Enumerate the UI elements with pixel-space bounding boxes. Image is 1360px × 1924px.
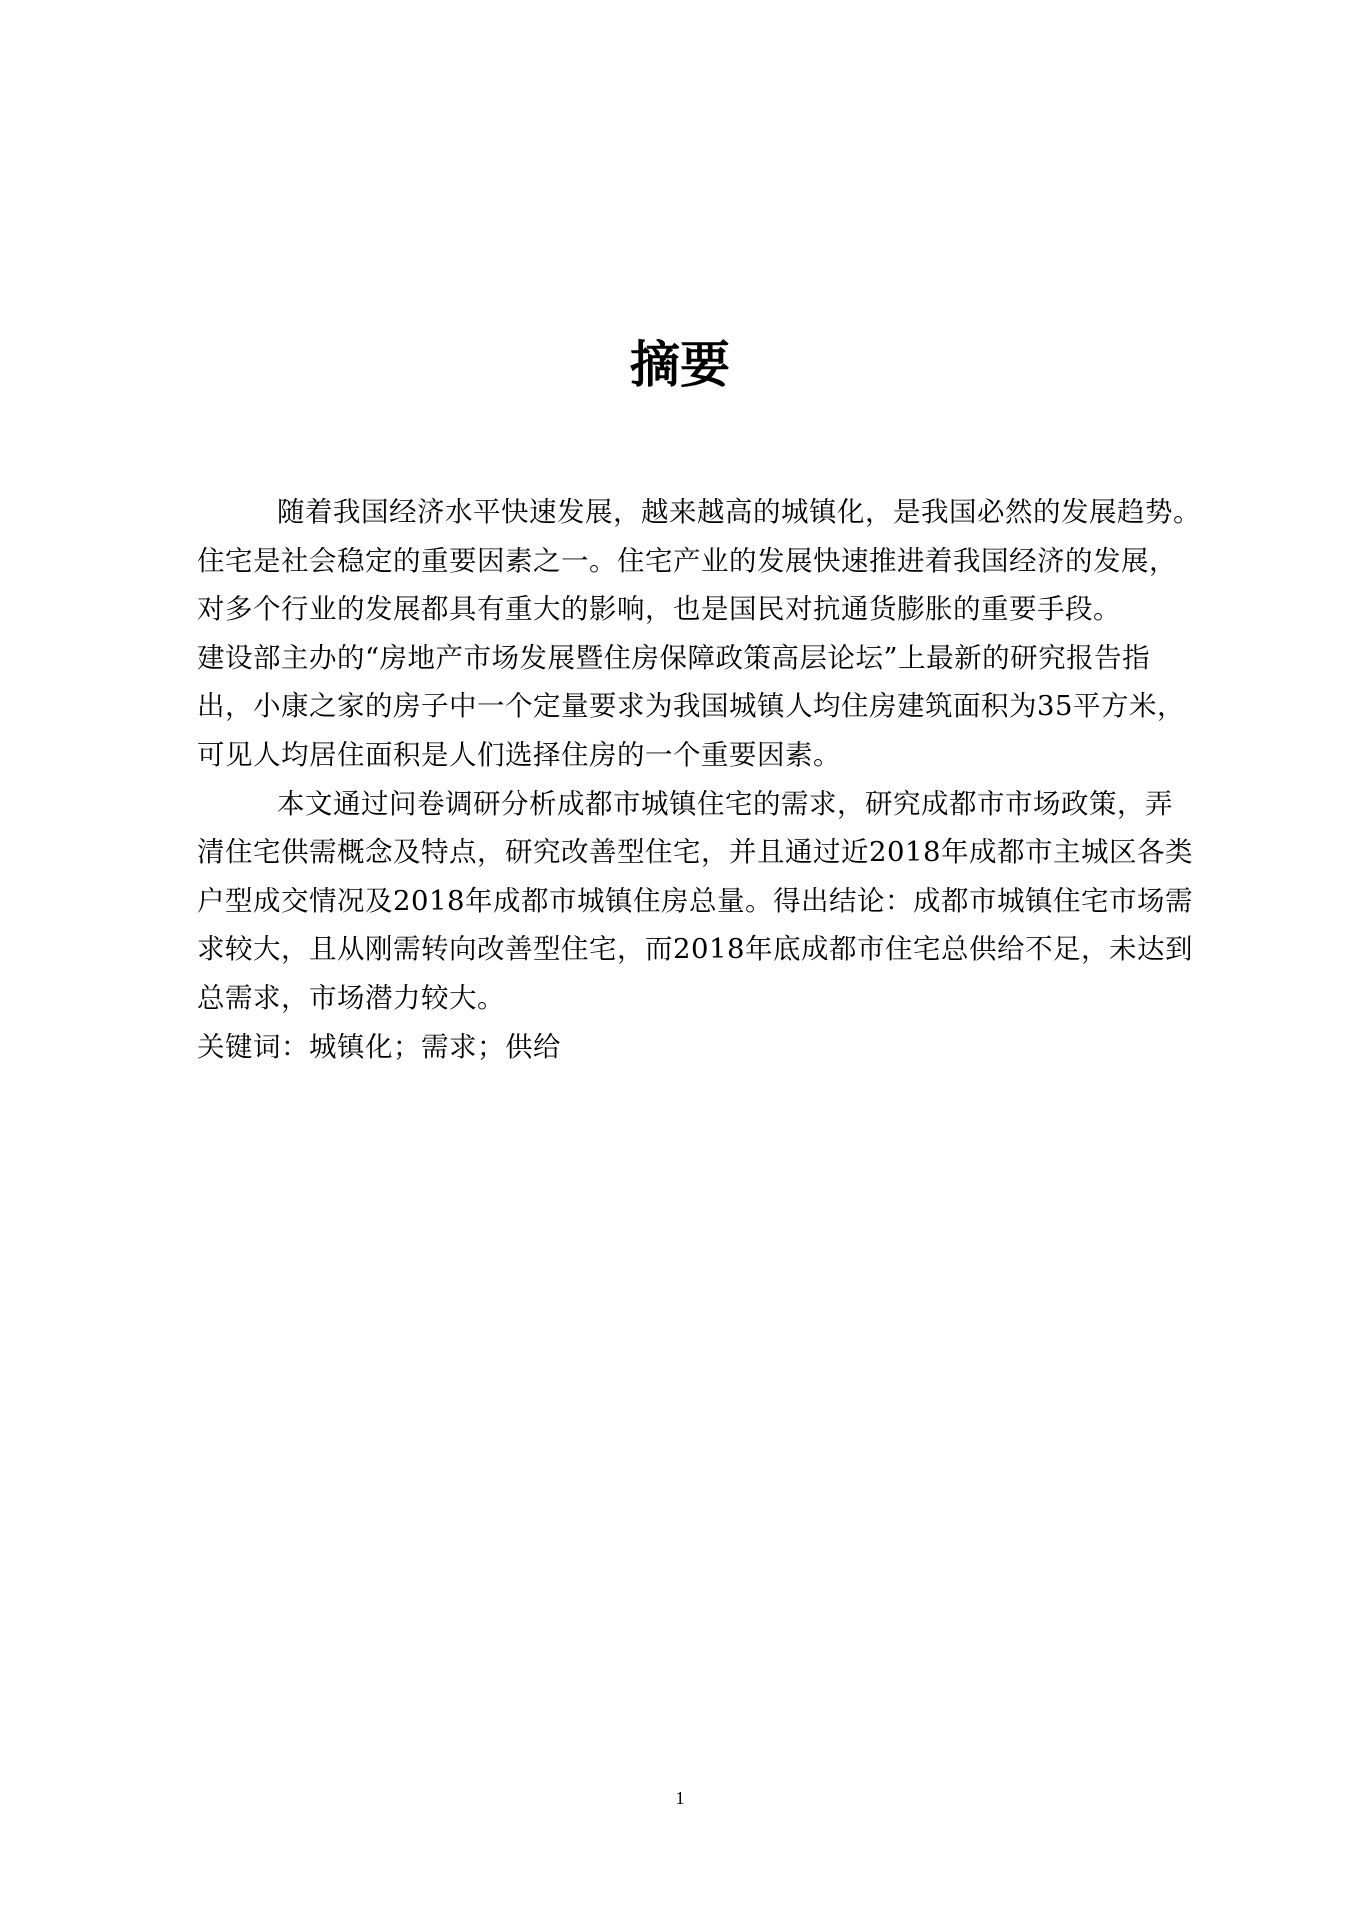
paragraph-line: 随着我国经济水平快速发展，越来越高的城镇化，是我国必然的发展趋势。	[277, 496, 1201, 528]
paragraph-line: 求较大，且从刚需转向改善型住宅，而2018年底成都市住宅总供给不足，未达到	[197, 933, 1193, 966]
paragraph-line: 对多个行业的发展都具有重大的影响，也是国民对抗通货膨胀的重要手段。	[197, 593, 1121, 626]
paragraph-line: 可见人均居住面积是人们选择住房的一个重要因素。	[197, 738, 841, 771]
paragraph-line: 出，小康之家的房子中一个定量要求为我国城镇人均住房建筑面积为35平方米，	[197, 690, 1185, 723]
paragraph-line: 清住宅供需概念及特点，研究改善型住宅，并且通过近2018年成都市主城区各类	[197, 836, 1193, 869]
abstract-paragraph-1	[197, 488, 1207, 780]
keywords-line: 关键词：城镇化；需求；供给	[197, 1030, 561, 1063]
paragraph-line: 住宅是社会稳定的重要因素之一。住宅产业的发展快速推进着我国经济的发展，	[197, 544, 1177, 577]
abstract-paragraph-2	[197, 780, 1207, 1023]
page-number: 1	[675, 1788, 685, 1808]
paragraph-line: 总需求，市场潜力较大。	[197, 981, 505, 1014]
abstract-body	[197, 488, 1207, 1071]
paragraph-line: 建设部主办的“房地产市场发展暨住房保障政策高层论坛”上最新的研究报告指	[197, 641, 1151, 674]
page-title: 摘要	[630, 335, 730, 394]
paragraph-line: 本文通过问卷调研分析成都市城镇住宅的需求，研究成都市市场政策，弄	[277, 787, 1173, 820]
paragraph-line: 户型成交情况及2018年成都市城镇住房总量。得出结论：成都市城镇住宅市场需	[197, 884, 1193, 917]
